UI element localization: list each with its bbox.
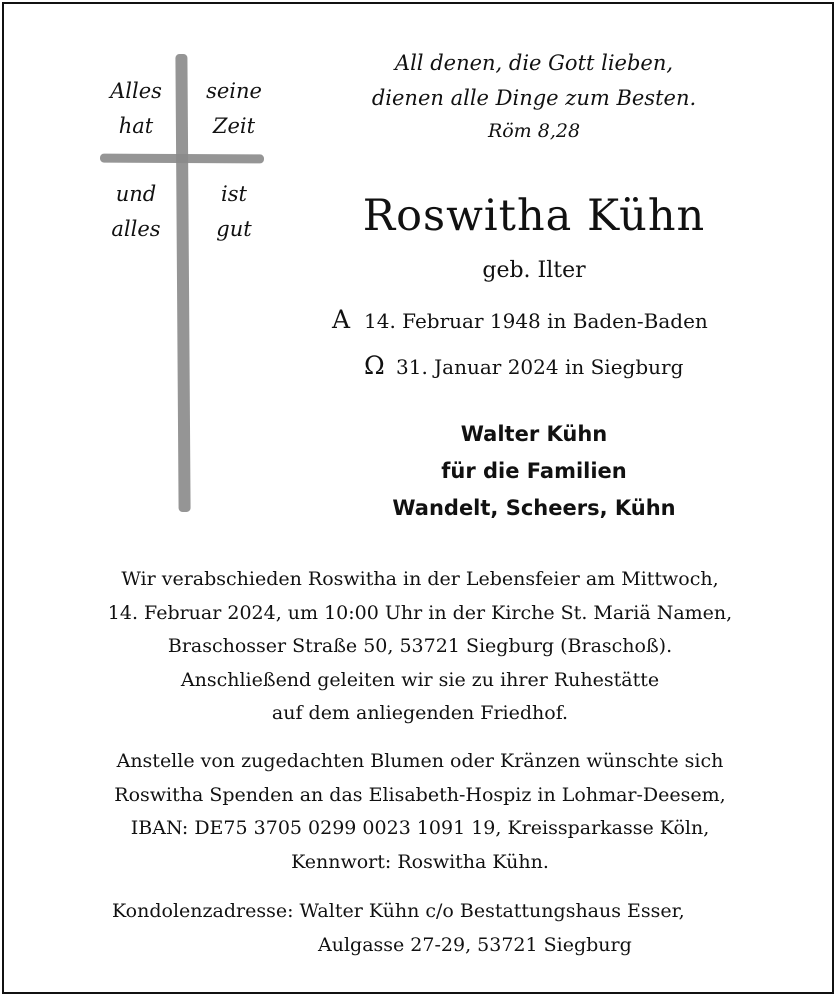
cross-word: Zeit [212, 114, 256, 138]
cross-vertical-bar [175, 54, 190, 512]
mourner-line: für die Familien [441, 459, 627, 483]
maiden-name: geb. Ilter [482, 258, 586, 283]
mourner-line: Walter Kühn [460, 422, 608, 446]
verse-line: All denen, die Gott lieben, [394, 51, 674, 75]
death-symbol: Ω [364, 351, 385, 380]
paragraph-line: 14. Februar 2024, um 10:00 Uhr in der Kirche St. Mariä Namen, [107, 601, 733, 624]
mourners-block [334, 416, 734, 527]
paragraph-line: Kondolenzadresse: Walter Kühn c/o Bestattungshaus Esser, [112, 900, 685, 922]
death-info: 31. Januar 2024 in Siegburg [396, 355, 684, 379]
bible-verse [324, 46, 744, 146]
cross-word: gut [216, 217, 252, 241]
obituary-notice [2, 2, 834, 994]
cross-word: seine [206, 79, 262, 103]
cross-text-bottom-left [96, 177, 176, 247]
cross-word: hat [118, 114, 154, 138]
cross-text-bottom-right [192, 177, 276, 247]
birth-symbol: A [332, 305, 351, 334]
paragraph-line: Kennwort: Roswitha Kühn. [291, 850, 549, 873]
birth-info: 14. Februar 1948 in Baden-Baden [364, 309, 708, 333]
paragraph-line: IBAN: DE75 3705 0299 0023 1091 19, Kreissparkasse Köln, [130, 817, 710, 839]
mourner-line: Wandelt, Scheers, Kühn [392, 496, 676, 520]
cross-word: Alles [110, 79, 162, 103]
ceremony-paragraph [14, 563, 826, 731]
cross-horizontal-bar [100, 154, 264, 164]
cross-text-top-right [192, 74, 276, 144]
paragraph-line: Roswitha Spenden an das Elisabeth-Hospiz in Lohmar-Deesem, [114, 783, 726, 806]
death-line [364, 352, 683, 381]
cross-text-top-left [96, 74, 176, 144]
paragraph-line: Aulgasse 27-29, 53721 Siegburg [318, 933, 632, 956]
verse-reference: Röm 8,28 [487, 120, 581, 142]
paragraph-line: Anstelle von zugedachten Blumen oder Kränzen wünschte sich [116, 750, 724, 772]
cross-word: und [115, 182, 157, 206]
cross-word: alles [111, 217, 161, 241]
cross-word: ist [221, 182, 247, 206]
condolence-address [112, 895, 812, 962]
deceased-name: Roswitha Kühn [362, 191, 706, 241]
paragraph-line: Braschosser Straße 50, 53721 Siegburg (Braschoß). [167, 635, 673, 657]
verse-line: dienen alle Dinge zum Besten. [371, 86, 697, 110]
paragraph-line: Anschließend geleiten wir sie zu ihrer Ruhestätte [180, 668, 660, 691]
paragraph-line: auf dem anliegenden Friedhof. [271, 702, 569, 724]
donation-paragraph [14, 745, 826, 879]
paragraph-line: Wir verabschieden Roswitha in der Lebensfeier am Mittwoch, [121, 568, 719, 590]
birth-line [332, 306, 708, 335]
